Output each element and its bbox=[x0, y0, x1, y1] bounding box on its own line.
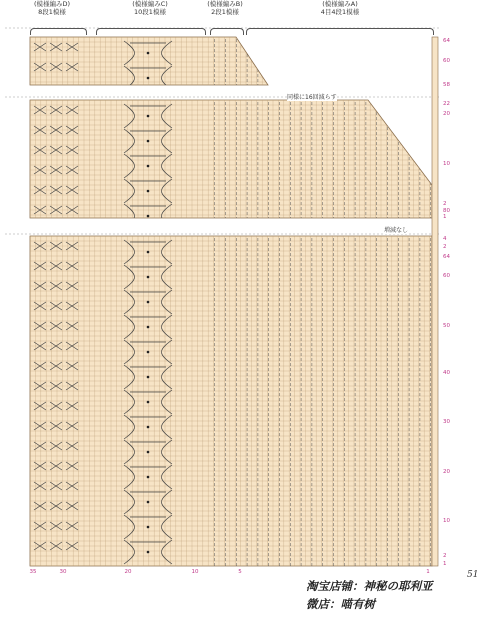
note-same-decrease: 同様に16回減らす bbox=[287, 94, 337, 101]
row-label-middle-0: 22 bbox=[443, 101, 450, 107]
header-pattern-b bbox=[203, 0, 247, 30]
header-pattern-d bbox=[22, 0, 82, 30]
brace-pattern-d bbox=[30, 28, 87, 35]
col-label-2: 20 bbox=[124, 569, 132, 575]
row-label-bottom-7: 20 bbox=[443, 469, 450, 475]
header-pattern-a-name: (模様編みA) bbox=[322, 0, 358, 8]
note-no-change: 増減なし bbox=[384, 227, 409, 234]
header-pattern-c-name: (模様編みC) bbox=[132, 0, 168, 8]
col-label-3: 10 bbox=[191, 569, 199, 575]
header-pattern-c bbox=[115, 0, 185, 30]
right-scale-bar bbox=[432, 37, 438, 566]
row-label-bottom-9: 2 bbox=[443, 553, 447, 559]
header-pattern-d-repeat: 8段1模様 bbox=[38, 8, 66, 16]
row-label-middle-2: 10 bbox=[443, 161, 450, 167]
header-pattern-d-name: (模様編みD) bbox=[33, 0, 71, 8]
row-label-bottom-3: 60 bbox=[443, 273, 450, 279]
row-label-bottom-6: 30 bbox=[443, 419, 450, 425]
row-label-bottom-0: 4 bbox=[443, 236, 447, 242]
weidian-line: 微店：喵有树 bbox=[306, 597, 375, 611]
row-label-middle-1: 20 bbox=[443, 111, 450, 117]
header-pattern-b-name: (模様編みB) bbox=[207, 0, 243, 8]
row-label-middle-3: 2 bbox=[443, 201, 447, 207]
col-label-4: 5 bbox=[238, 569, 242, 575]
brace-pattern-c bbox=[96, 28, 206, 35]
row-label-middle-4: 80 bbox=[443, 208, 450, 214]
row-label-top-0: 64 bbox=[443, 38, 450, 44]
row-label-bottom-10: 1 bbox=[443, 561, 447, 567]
row-label-bottom-8: 10 bbox=[443, 518, 450, 524]
header-pattern-a-repeat: 4目4段1模様 bbox=[320, 8, 360, 16]
header-pattern-c-repeat: 10段1模様 bbox=[134, 8, 166, 16]
row-label-top-1: 60 bbox=[443, 58, 450, 64]
row-label-top-2: 58 bbox=[443, 82, 450, 88]
brace-pattern-a bbox=[246, 28, 434, 35]
header-pattern-b-repeat: 2段1模様 bbox=[211, 8, 239, 16]
row-label-bottom-4: 50 bbox=[443, 323, 450, 329]
section-middle bbox=[30, 100, 432, 218]
row-label-bottom-5: 40 bbox=[443, 370, 450, 376]
page-number: 51 bbox=[467, 570, 479, 580]
row-label-bottom-2: 64 bbox=[443, 254, 450, 260]
shop-line: 淘宝店铺：神秘の耶利亚 bbox=[306, 579, 433, 593]
col-label-1: 30 bbox=[59, 569, 67, 575]
header-pattern-a bbox=[305, 0, 375, 30]
col-label-5: 1 bbox=[426, 569, 430, 575]
col-label-0: 35 bbox=[29, 569, 37, 575]
row-label-bottom-1: 2 bbox=[443, 244, 447, 250]
row-label-middle-5: 1 bbox=[443, 214, 447, 220]
brace-pattern-b bbox=[210, 28, 244, 35]
